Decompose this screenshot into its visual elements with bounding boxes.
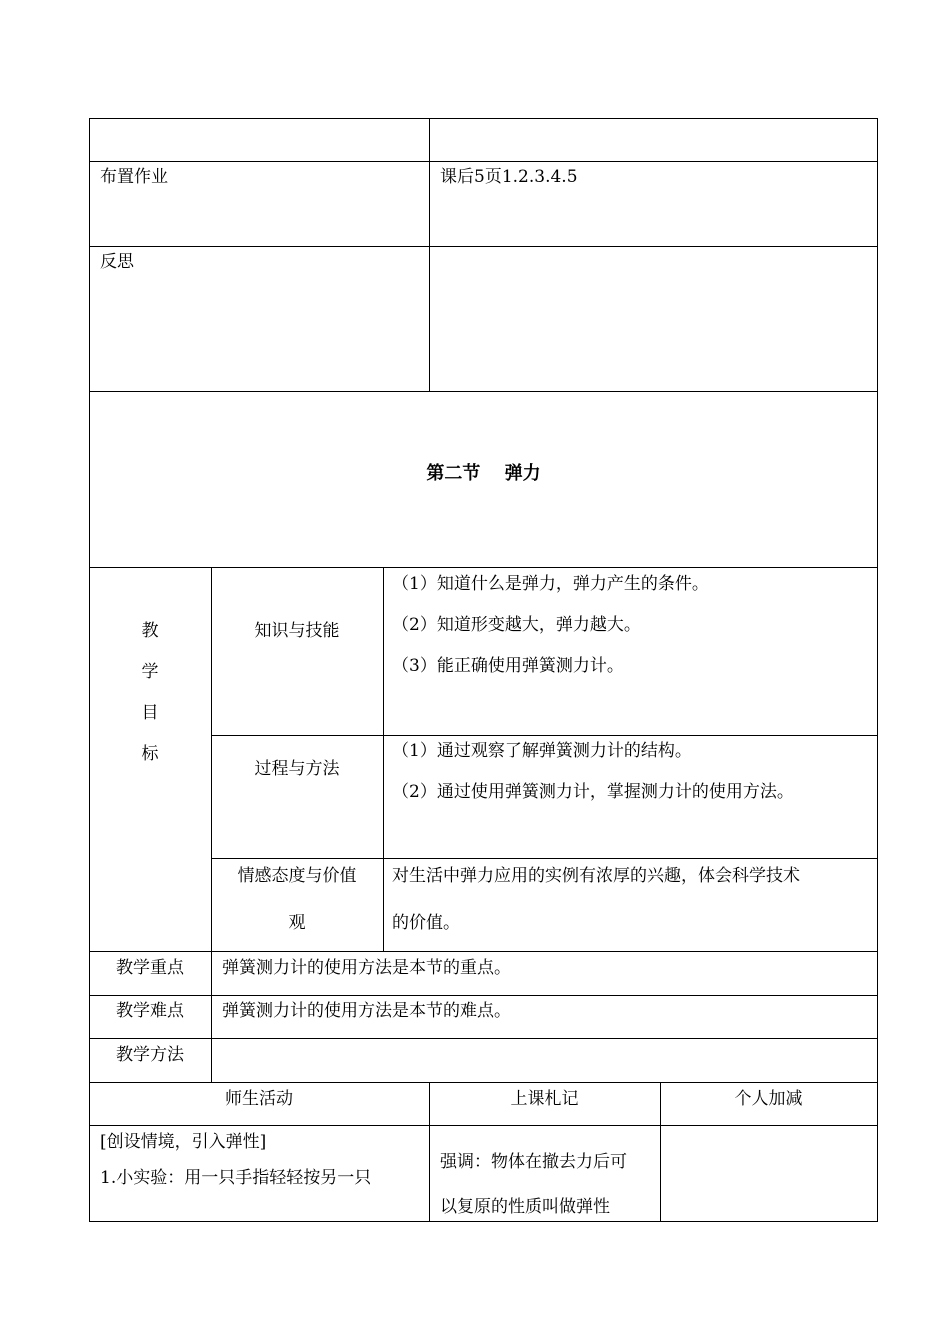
objectives-side-label-char: 教 [141,621,159,641]
table-line [89,161,878,162]
process-item: （1）通过观察了解弹簧测力计的结构。 [392,741,692,761]
table-line [877,118,878,1222]
key-point-value: 弹簧测力计的使用方法是本节的重点。 [222,958,511,978]
header-teacher-student-activity: 师生活动 [225,1089,293,1109]
activity-line: 1.小实验：用一只手指轻轻按另一只 [100,1168,372,1188]
table-line [89,1038,878,1039]
table-line [211,735,878,736]
header-class-notes: 上课札记 [510,1089,579,1109]
process-item: （2）通过使用弹簧测力计，掌握测力计的使用方法。 [392,782,794,802]
difficulty-value: 弹簧测力计的使用方法是本节的难点。 [222,1001,511,1021]
objectives-side-label-char: 标 [141,744,159,764]
knowledge-label: 知识与技能 [254,621,340,641]
emotion-text-line: 对生活中弹力应用的实例有浓厚的兴趣，体会科学技术 [392,866,800,886]
objectives-side-label-char: 目 [141,703,159,723]
table-line [89,567,878,568]
emotion-label-line: 情感态度与价值 [237,866,357,886]
notes-line: 强调：物体在撤去力后可 [440,1152,627,1172]
header-personal-adjustments: 个人加减 [734,1089,803,1109]
table-line [89,995,878,996]
table-line [211,858,878,859]
process-label: 过程与方法 [254,759,340,779]
table-line [89,118,878,119]
objectives-side-label-char: 学 [141,662,159,682]
key-point-label: 教学重点 [116,958,184,978]
difficulty-label: 教学难点 [116,1001,184,1021]
notes-line: 以复原的性质叫做弹性 [440,1197,610,1217]
table-line [89,951,878,952]
knowledge-item: （3）能正确使用弹簧测力计。 [392,656,624,676]
reflection-label: 反思 [100,252,134,272]
knowledge-item: （1）知道什么是弹力，弹力产生的条件。 [392,574,709,594]
emotion-text-line: 的价值。 [392,913,460,933]
table-line [89,1221,878,1222]
activity-line: [创设情境，引入弹性] [100,1132,267,1152]
table-line [89,1082,878,1083]
table-line [89,1125,878,1126]
emotion-label-line: 观 [288,913,306,933]
table-line [211,567,212,1083]
knowledge-item: （2）知道形变越大，弹力越大。 [392,615,641,635]
table-line [89,391,878,392]
homework-label: 布置作业 [100,167,168,187]
table-line [429,118,430,392]
homework-value: 课后5页1.2.3.4.5 [440,167,578,187]
table-line [383,567,384,952]
method-label: 教学方法 [116,1045,184,1065]
table-line [89,246,878,247]
section-title: 第二节 弹力 [426,463,541,484]
